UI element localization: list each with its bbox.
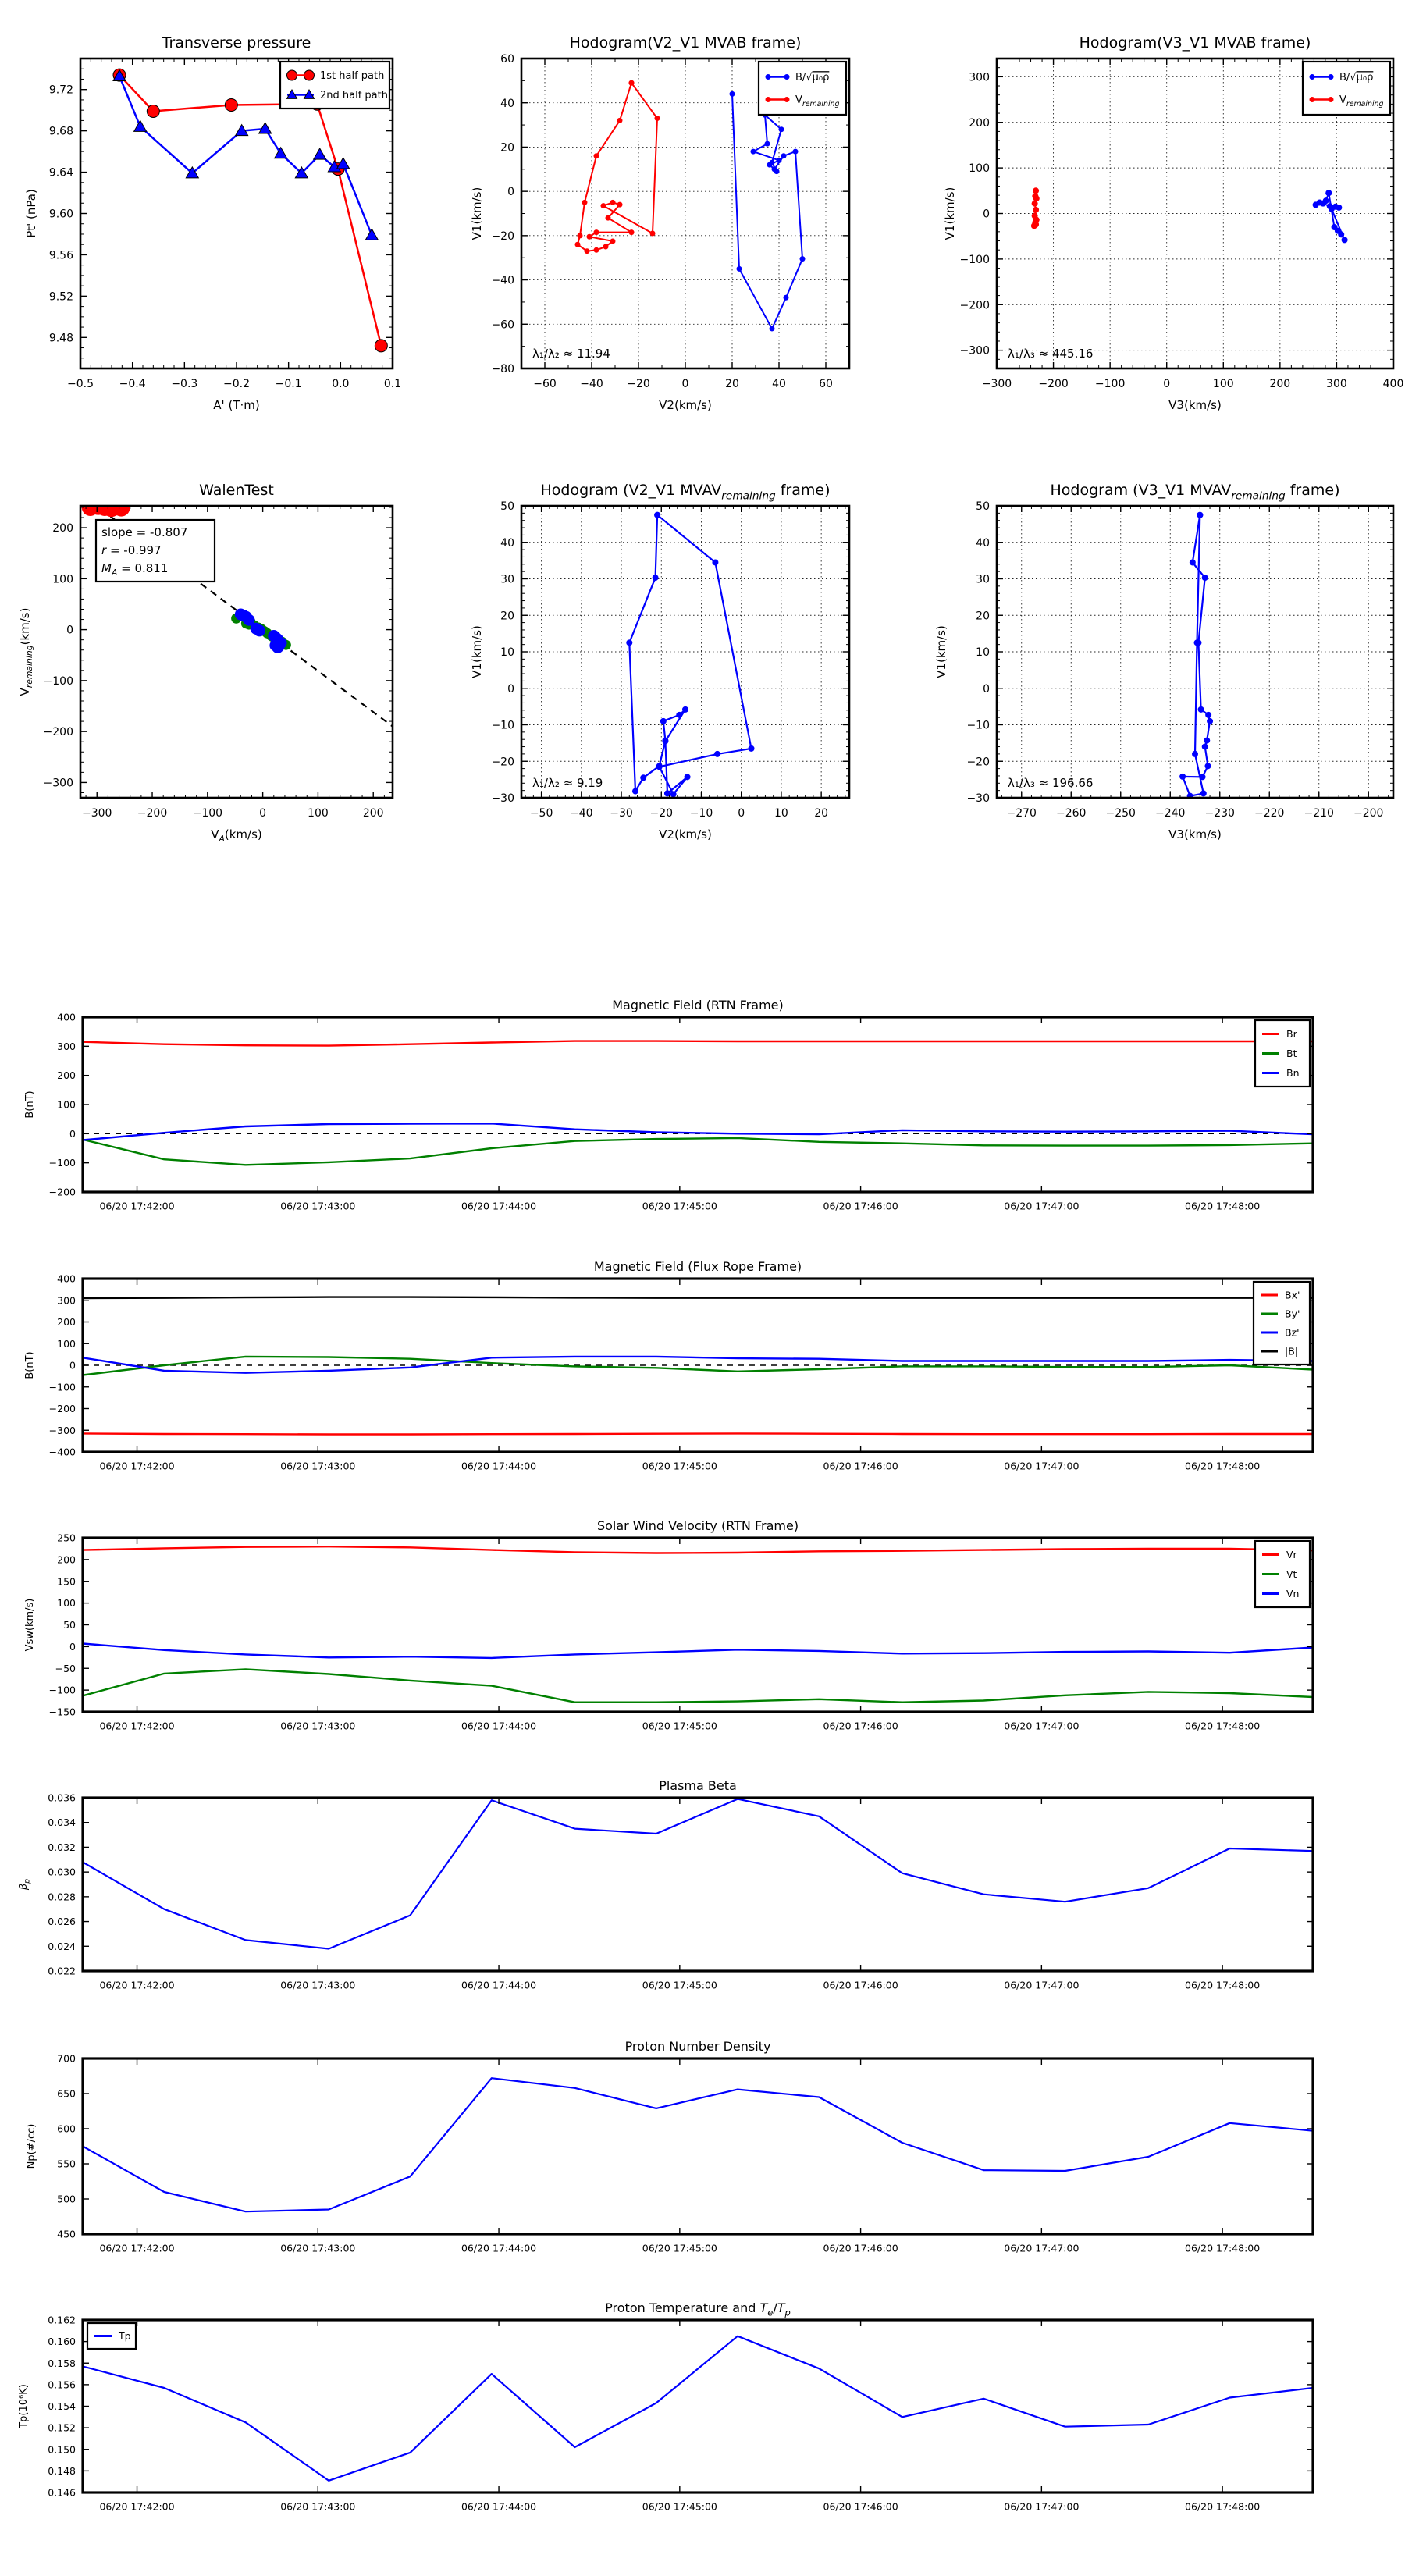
b-rtn-series-Bt	[83, 1138, 1313, 1165]
x-tick-label: 06/20 17:42:00	[99, 2500, 175, 2513]
x-tick-label: −240	[1155, 807, 1186, 820]
x-tick-label: 06/20 17:42:00	[99, 1979, 175, 1991]
x-tick-label: 06/20 17:46:00	[823, 2500, 898, 2513]
hodogram-v2v1-mvav-plot	[470, 482, 849, 841]
y-tick-label: 200	[57, 1316, 76, 1328]
y-tick-label: 9.64	[48, 166, 73, 180]
vsw-rtn-title: Solar Wind Velocity (RTN Frame)	[596, 1518, 799, 1533]
x-tick-label: −10	[689, 807, 713, 820]
b-rtn-series-Br	[83, 1041, 1313, 1046]
x-tick-label: 06/20 17:47:00	[1004, 1200, 1080, 1212]
y-tick-label: −100	[43, 674, 73, 688]
transverse-pressure-series-1st-half-path	[113, 69, 387, 352]
y-tick-label: 300	[57, 1294, 76, 1307]
x-tick-label: 60	[819, 378, 833, 390]
x-tick-label: −200	[1353, 807, 1384, 820]
x-tick-label: 06/20 17:47:00	[1004, 2242, 1080, 2254]
hodogram-v2v1-mvav-xlabel: V2(km/s)	[659, 827, 712, 841]
x-tick-label: 06/20 17:42:00	[99, 1720, 175, 1732]
y-tick-label: 9.52	[48, 290, 73, 304]
b-fluxrope-title: Magnetic Field (Flux Rope Frame)	[593, 1259, 802, 1274]
infobox-line: slope = -0.807	[101, 525, 188, 539]
y-tick-label: 150	[57, 1575, 76, 1588]
transverse-pressure-xlabel: A' (T·m)	[213, 398, 260, 412]
legend-label: 1st half path	[320, 70, 385, 83]
x-tick-label: −0.3	[171, 378, 198, 390]
y-tick-label: 9.56	[48, 249, 73, 262]
x-tick-label: 0	[1163, 378, 1171, 390]
x-tick-label: 06/20 17:44:00	[461, 1979, 537, 1991]
vsw-rtn-legend	[1255, 1541, 1310, 1607]
b-rtn-legend	[1255, 1020, 1310, 1087]
x-tick-label: −40	[580, 378, 603, 390]
y-tick-label: 9.72	[48, 84, 73, 97]
y-tick-label: 0.160	[48, 2336, 76, 2348]
y-tick-label: 650	[57, 2087, 76, 2100]
y-tick-label: 0.148	[48, 2464, 76, 2477]
y-tick-label: 0	[983, 682, 990, 696]
y-tick-label: −300	[48, 1424, 76, 1436]
y-tick-label: 0	[69, 1127, 76, 1140]
x-tick-label: 06/20 17:43:00	[280, 1460, 356, 1472]
y-tick-label: −300	[43, 777, 73, 790]
vsw-rtn-series-Vr	[83, 1546, 1313, 1553]
vsw-rtn-series-Vn	[83, 1644, 1313, 1658]
b-fluxrope-series-Bx-prime	[83, 1433, 1313, 1434]
infobox-line: $M_A = 0.811$	[101, 561, 169, 578]
y-tick-label: −100	[48, 1381, 76, 1393]
y-tick-label: 40	[976, 536, 990, 550]
hodogram-v2v1-mvav-title: Hodogram (V2_V1 $MVAV_{remaining}$ frame)	[540, 482, 831, 503]
x-tick-label: −0.5	[67, 378, 94, 390]
y-tick-label: −100	[48, 1157, 76, 1169]
plasma-beta-ylabel: $\beta_p$	[18, 1878, 32, 1891]
x-tick-label: 06/20 17:44:00	[461, 2500, 537, 2513]
y-tick-label: −20	[966, 756, 990, 769]
y-tick-label: 0.162	[48, 2314, 76, 2326]
x-tick-label: 400	[1382, 378, 1404, 390]
y-tick-label: −10	[491, 719, 514, 732]
y-tick-label: −40	[491, 274, 514, 287]
x-tick-label: 100	[1212, 378, 1234, 390]
walen-test-title: WalenTest	[199, 482, 274, 499]
b-fluxrope-legend	[1254, 1282, 1310, 1364]
y-tick-label: 600	[57, 2122, 76, 2135]
y-tick-label: −200	[48, 1186, 76, 1198]
x-tick-label: 06/20 17:44:00	[461, 2242, 537, 2254]
y-tick-label: 9.60	[48, 208, 73, 221]
y-tick-label: 0.024	[48, 1940, 76, 1952]
y-tick-label: 200	[969, 116, 990, 130]
hodogram-v2v1-mvab-series-v-remaining	[575, 80, 660, 254]
proton-density-ylabel: Np(#/cc)	[26, 2123, 37, 2169]
legend-label: Vn	[1286, 1588, 1300, 1599]
hodogram-v2v1-mvab-annotation: λ₁/λ₂ ≈ 11.94	[532, 347, 610, 361]
legend-label: Tp	[119, 2330, 131, 2342]
y-tick-label: −200	[43, 726, 73, 739]
x-tick-label: 06/20 17:45:00	[642, 1460, 717, 1472]
x-tick-label: 06/20 17:46:00	[823, 1460, 898, 1472]
y-tick-label: 40	[500, 536, 514, 550]
y-tick-label: 60	[500, 53, 514, 66]
x-tick-label: 06/20 17:46:00	[823, 2242, 898, 2254]
y-tick-label: −80	[491, 363, 514, 376]
y-tick-label: 100	[57, 1098, 76, 1111]
vsw-rtn-series-Vt	[83, 1669, 1313, 1702]
x-tick-label: 06/20 17:43:00	[280, 2500, 356, 2513]
x-tick-label: 0	[738, 807, 745, 820]
y-tick-label: 300	[57, 1040, 76, 1052]
y-tick-label: 100	[969, 162, 990, 176]
x-tick-label: 20	[814, 807, 829, 820]
legend-label: B/√μ₀ρ	[1339, 72, 1374, 84]
walen-test-xlabel: $V_A(km/s)$	[211, 827, 262, 845]
transverse-pressure-title: Transverse pressure	[162, 34, 311, 52]
y-tick-label: 100	[57, 1597, 76, 1610]
x-tick-label: −20	[649, 807, 674, 820]
x-tick-label: 0	[681, 378, 689, 390]
y-tick-label: 9.48	[48, 332, 73, 345]
y-tick-label: −200	[959, 299, 990, 312]
y-tick-label: 50	[500, 500, 514, 514]
y-tick-label: 250	[57, 1532, 76, 1544]
x-tick-label: 06/20 17:47:00	[1004, 1460, 1080, 1472]
legend-label: |B|	[1285, 1345, 1298, 1357]
x-tick-label: 06/20 17:44:00	[461, 1720, 537, 1732]
x-tick-label: 06/20 17:45:00	[642, 1200, 717, 1212]
y-tick-label: 100	[57, 1337, 76, 1350]
hodogram-v3v1-mvav-series-v-remaining-path	[1179, 512, 1213, 799]
y-tick-label: 10	[976, 646, 990, 660]
x-tick-label: 06/20 17:45:00	[642, 1979, 717, 1991]
y-tick-label: −400	[48, 1446, 76, 1458]
legend-label: B/√μ₀ρ	[795, 72, 830, 84]
hodogram-v3v1-mvab-annotation: λ₁/λ₃ ≈ 445.16	[1008, 347, 1094, 361]
y-tick-label: 400	[57, 1272, 76, 1285]
y-tick-label: 400	[57, 1011, 76, 1023]
proton-density-axes-frame	[83, 2058, 1313, 2234]
y-tick-label: 0.152	[48, 2421, 76, 2434]
y-tick-label: 0.154	[48, 2400, 76, 2412]
x-tick-label: 06/20 17:47:00	[1004, 2500, 1080, 2513]
proton-temp-plot	[18, 2300, 1313, 2513]
x-tick-label: −60	[533, 378, 557, 390]
vsw-rtn-axes-frame	[83, 1538, 1313, 1712]
x-tick-label: 40	[772, 378, 786, 390]
x-tick-label: 06/20 17:44:00	[461, 1200, 537, 1212]
y-tick-label: 9.68	[48, 125, 73, 138]
y-tick-label: −100	[959, 253, 990, 266]
y-tick-label: −30	[491, 792, 514, 806]
x-tick-label: −200	[137, 807, 168, 820]
infobox-line: r = -0.997	[101, 543, 162, 557]
y-tick-label: 20	[500, 141, 514, 155]
x-tick-label: 06/20 17:48:00	[1185, 1460, 1261, 1472]
x-tick-label: 06/20 17:45:00	[642, 1720, 717, 1732]
y-tick-label: 200	[57, 1553, 76, 1566]
legend-label: Bz'	[1285, 1326, 1300, 1339]
y-tick-label: 100	[52, 573, 73, 586]
proton-temp-axes-frame	[83, 2320, 1313, 2492]
transverse-pressure-plot	[24, 34, 401, 412]
x-tick-label: 06/20 17:48:00	[1185, 1979, 1261, 1991]
y-tick-label: −20	[491, 229, 514, 243]
y-tick-label: 50	[63, 1619, 76, 1631]
x-tick-label: 06/20 17:48:00	[1185, 2242, 1261, 2254]
y-tick-label: −10	[966, 719, 990, 732]
b-rtn-ylabel: B(nT)	[24, 1091, 36, 1119]
x-tick-label: 10	[774, 807, 788, 820]
y-tick-label: 20	[976, 610, 990, 623]
x-tick-label: 06/20 17:48:00	[1185, 2500, 1261, 2513]
transverse-pressure-ylabel: Pt' (nPa)	[24, 189, 38, 238]
y-tick-label: 0.150	[48, 2443, 76, 2456]
plasma-beta-title: Plasma Beta	[659, 1778, 737, 1793]
hodogram-v3v1-mvab-series-b-over-sqrt-mu0rho	[1313, 190, 1348, 243]
vsw-rtn-ylabel: Vsw(km/s)	[24, 1598, 36, 1652]
legend-label: $V_{remaining}$	[795, 94, 840, 109]
hodogram-v3v1-mvab-series-v-remaining	[1031, 187, 1040, 229]
x-tick-label: −230	[1204, 807, 1235, 820]
hodogram-v3v1-mvav-title: Hodogram (V3_V1 $MVAV_{remaining}$ frame)	[1050, 482, 1340, 503]
hodogram-v2v1-mvav-series-v-remaining-path	[626, 512, 754, 798]
legend-label: Bt	[1286, 1048, 1297, 1059]
x-tick-label: 0	[259, 807, 267, 820]
b-rtn-title: Magnetic Field (RTN Frame)	[612, 998, 784, 1012]
hodogram-v3v1-mvab-plot	[943, 34, 1403, 412]
y-tick-label: 0.030	[48, 1866, 76, 1878]
hodogram-v2v1-mvav-annotation: λ₁/λ₂ ≈ 9.19	[532, 776, 603, 790]
proton-density-title: Proton Number Density	[624, 2039, 771, 2054]
y-tick-label: 200	[52, 522, 73, 535]
x-tick-label: 300	[1326, 378, 1347, 390]
x-tick-label: 0.1	[383, 378, 402, 390]
proton-temp-legend	[87, 2323, 136, 2349]
y-tick-label: −100	[48, 1684, 76, 1696]
hodogram-v3v1-mvab-legend	[1303, 62, 1390, 115]
plasma-beta-series-beta-p	[83, 1799, 1313, 1949]
x-tick-label: 06/20 17:42:00	[99, 2242, 175, 2254]
y-tick-label: 0.028	[48, 1891, 76, 1903]
plasma-beta-plot	[18, 1778, 1313, 1991]
x-tick-label: 06/20 17:48:00	[1185, 1720, 1261, 1732]
b-fluxrope-plot	[24, 1259, 1313, 1472]
x-tick-label: 200	[362, 807, 384, 820]
x-tick-label: 06/20 17:45:00	[642, 2242, 717, 2254]
x-tick-label: 06/20 17:42:00	[99, 1200, 175, 1212]
x-tick-label: −30	[610, 807, 633, 820]
b-fluxrope-ylabel: B(nT)	[24, 1351, 36, 1379]
x-tick-label: −0.2	[223, 378, 250, 390]
x-tick-label: 06/20 17:43:00	[280, 1200, 356, 1212]
x-tick-label: −100	[1094, 378, 1126, 390]
x-tick-label: 06/20 17:48:00	[1185, 1200, 1261, 1212]
hodogram-v2v1-mvab-title: Hodogram(V2_V1 MVAB frame)	[569, 34, 802, 52]
b-fluxrope-series-B-magnitude	[83, 1297, 1313, 1298]
y-tick-label: 0	[983, 208, 990, 221]
x-tick-label: −100	[192, 807, 223, 820]
x-tick-label: −0.1	[275, 378, 302, 390]
proton-temp-series-Tp	[83, 2336, 1313, 2481]
legend-label: Br	[1286, 1028, 1297, 1040]
x-tick-label: 06/20 17:43:00	[280, 2242, 356, 2254]
hodogram-v3v1-mvav-xlabel: V3(km/s)	[1168, 827, 1222, 841]
x-tick-label: −220	[1254, 807, 1285, 820]
y-tick-label: −50	[55, 1662, 76, 1674]
legend-label: Vt	[1286, 1568, 1297, 1580]
y-tick-label: 0.034	[48, 1816, 76, 1829]
y-tick-label: 0.146	[48, 2486, 76, 2499]
x-tick-label: 06/20 17:47:00	[1004, 1720, 1080, 1732]
x-tick-label: −300	[82, 807, 112, 820]
y-tick-label: 0	[69, 1640, 76, 1653]
y-tick-label: 0.156	[48, 2379, 76, 2391]
y-tick-label: 40	[500, 97, 514, 110]
y-tick-label: 0.026	[48, 1916, 76, 1928]
b-rtn-plot	[24, 998, 1313, 1212]
proton-density-series-Np	[83, 2078, 1313, 2211]
legend-label: Bx'	[1285, 1289, 1300, 1301]
hodogram-v3v1-mvab-ylabel: V1(km/s)	[943, 187, 957, 240]
walen-test-ylabel: $V_{remaining}(km/s)$	[18, 607, 35, 696]
transverse-pressure-legend	[280, 62, 389, 109]
y-tick-label: 30	[976, 573, 990, 586]
legend-label: $V_{remaining}$	[1339, 94, 1384, 109]
x-tick-label: 06/20 17:43:00	[280, 1720, 356, 1732]
proton-temp-title: Proton Temperature and $T_e/T_p$	[605, 2300, 791, 2318]
legend-label: 2nd half path	[320, 90, 388, 102]
y-tick-label: 0.036	[48, 1791, 76, 1804]
walen-test-series-blue-points	[235, 609, 287, 653]
walen-test-series-red-cluster	[82, 498, 130, 518]
hodogram-v2v1-mvab-xlabel: V2(km/s)	[659, 398, 712, 412]
x-tick-label: −20	[627, 378, 650, 390]
y-tick-label: 10	[500, 646, 514, 660]
x-tick-label: −250	[1105, 807, 1136, 820]
hodogram-v2v1-mvab-ylabel: V1(km/s)	[470, 187, 484, 240]
x-tick-label: 06/20 17:43:00	[280, 1979, 356, 1991]
x-tick-label: −50	[529, 807, 553, 820]
x-tick-label: −210	[1304, 807, 1334, 820]
x-tick-label: 20	[725, 378, 739, 390]
y-tick-label: 0	[66, 624, 73, 637]
x-tick-label: 06/20 17:46:00	[823, 1200, 898, 1212]
x-tick-label: 100	[308, 807, 329, 820]
y-tick-label: 20	[500, 610, 514, 623]
hodogram-v2v1-mvav-ylabel: V1(km/s)	[470, 625, 484, 678]
y-tick-label: 500	[57, 2193, 76, 2205]
y-tick-label: −300	[959, 344, 990, 358]
y-tick-label: 0	[507, 682, 514, 696]
walen-test-infobox	[96, 520, 215, 582]
plasma-beta-axes-frame	[83, 1798, 1313, 1971]
legend-label: Bn	[1286, 1067, 1300, 1079]
x-tick-label: 200	[1269, 378, 1291, 390]
y-tick-label: 0.032	[48, 1841, 76, 1853]
x-tick-label: −200	[1038, 378, 1069, 390]
y-tick-label: −150	[48, 1706, 76, 1718]
x-tick-label: −260	[1056, 807, 1087, 820]
y-tick-label: −200	[48, 1403, 76, 1414]
y-tick-label: 0.158	[48, 2357, 76, 2369]
hodogram-v3v1-mvav-annotation: λ₁/λ₃ ≈ 196.66	[1008, 776, 1094, 790]
y-tick-label: −30	[966, 792, 990, 806]
y-tick-label: 700	[57, 2052, 76, 2065]
x-tick-label: −40	[570, 807, 593, 820]
y-tick-label: 300	[969, 71, 990, 84]
x-tick-label: −300	[981, 378, 1012, 390]
hodogram-v3v1-mvav-ylabel: V1(km/s)	[934, 625, 948, 678]
x-tick-label: 06/20 17:46:00	[823, 1979, 898, 1991]
y-tick-label: −20	[491, 756, 514, 769]
walen-test-plot	[18, 482, 393, 844]
proton-density-plot	[26, 2039, 1313, 2254]
hodogram-v2v1-mvab-plot	[470, 34, 849, 412]
hodogram-v3v1-mvav-plot	[934, 482, 1393, 841]
x-tick-label: −270	[1006, 807, 1037, 820]
b-rtn-axes-frame	[83, 1017, 1313, 1192]
x-tick-label: 0.0	[332, 378, 350, 390]
x-tick-label: 06/20 17:45:00	[642, 2500, 717, 2513]
hodogram-v3v1-mvab-title: Hodogram(V3_V1 MVAB frame)	[1079, 34, 1311, 52]
y-tick-label: 0	[507, 186, 514, 199]
y-tick-label: 0.022	[48, 1965, 76, 1977]
y-tick-label: 50	[976, 500, 990, 514]
x-tick-label: 06/20 17:44:00	[461, 1460, 537, 1472]
proton-temp-ylabel: Tp(10⁶K)	[18, 2384, 30, 2428]
x-tick-label: −0.4	[119, 378, 146, 390]
y-tick-label: 200	[57, 1069, 76, 1082]
y-tick-label: −60	[491, 318, 514, 332]
hodogram-v2v1-mvab-series-b-over-sqrt-mu0rho	[730, 91, 806, 332]
x-tick-label: 06/20 17:47:00	[1004, 1979, 1080, 1991]
legend-label: Vr	[1286, 1549, 1297, 1560]
x-tick-label: 06/20 17:42:00	[99, 1460, 175, 1472]
y-tick-label: 450	[57, 2228, 76, 2240]
y-tick-label: 30	[500, 573, 514, 586]
legend-label: By'	[1285, 1308, 1300, 1320]
vsw-rtn-plot	[24, 1518, 1313, 1732]
x-tick-label: 06/20 17:46:00	[823, 1720, 898, 1732]
y-tick-label: 550	[57, 2158, 76, 2170]
y-tick-label: 0	[69, 1359, 76, 1372]
hodogram-v2v1-mvab-legend	[759, 62, 846, 115]
hodogram-v3v1-mvab-xlabel: V3(km/s)	[1168, 398, 1222, 412]
